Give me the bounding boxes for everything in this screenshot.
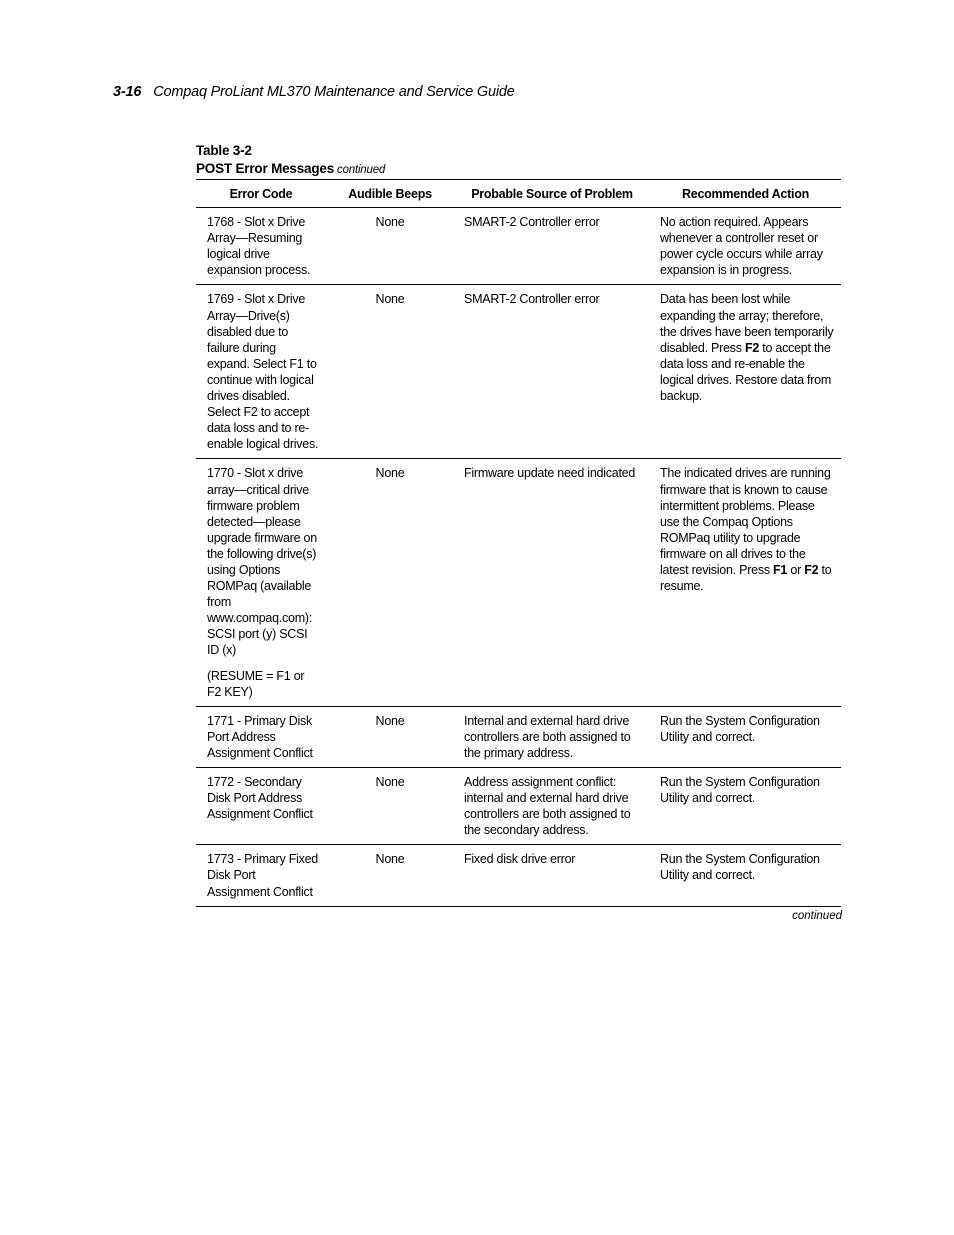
action-text: or xyxy=(787,562,805,577)
column-header-error-code: Error Code xyxy=(196,180,326,208)
column-header-recommended-action: Recommended Action xyxy=(650,180,841,208)
audible-beeps-cell: None xyxy=(326,706,454,767)
table-continued-note: continued xyxy=(337,164,386,176)
error-code-cell: 1771 - Primary Disk Port Address Assignment Conflict xyxy=(196,706,326,767)
table-row xyxy=(196,208,841,285)
action-text: to accept the data loss and re-enable the logical drives. Restore data from backup. xyxy=(660,340,831,404)
guide-title: Compaq ProLiant ML370 Maintenance and Service Guide xyxy=(153,84,515,100)
table-title: POST Error Messages xyxy=(196,161,335,176)
error-code-cell: 1772 - Secondary Disk Port Address Assignment Conflict xyxy=(196,768,326,845)
recommended-action-cell xyxy=(650,459,841,706)
continued-footer-note: continued xyxy=(792,910,842,922)
error-code-text: 1770 - Slot x drive array—critical drive firmware problem detected—please upgrade firmware on the following drive(s) using Options ROMPaq (available from www.compaq.com): SCSI port (y) SCSI ID (x) xyxy=(207,466,317,658)
action-text: The indicated drives are running firmware that is known to cause intermittent problems. Please use the Compaq Options ROMPaq utility to upgrade firmware on all drives to the latest revision. Press xyxy=(660,466,831,577)
table-row xyxy=(196,459,841,706)
error-code-extra: (RESUME = F1 or F2 KEY) xyxy=(207,668,305,699)
error-code-cell: 1768 - Slot x Drive Array—Resuming logical drive expansion process. xyxy=(196,208,326,285)
audible-beeps-cell: None xyxy=(326,208,454,285)
audible-beeps-cell: None xyxy=(326,845,454,906)
key-label: F2 xyxy=(744,340,760,355)
table-label: Table 3-2 xyxy=(196,143,252,158)
action-text: to resume. xyxy=(660,562,832,594)
column-header-audible-beeps: Audible Beeps xyxy=(326,180,454,208)
table-caption xyxy=(196,142,385,179)
error-code-cell: 1773 - Primary Fixed Disk Port Assignment Conflict xyxy=(196,845,326,906)
recommended-action-cell: Run the System Configuration Utility and correct. xyxy=(650,706,841,767)
table-header-row xyxy=(196,180,841,208)
recommended-action-cell: Run the System Configuration Utility and correct. xyxy=(650,845,841,906)
recommended-action-cell: Run the System Configuration Utility and correct. xyxy=(650,768,841,845)
audible-beeps-cell: None xyxy=(326,768,454,845)
key-label: F1 xyxy=(773,562,788,577)
audible-beeps-cell: None xyxy=(326,459,454,706)
probable-source-cell: Fixed disk drive error xyxy=(454,845,650,906)
probable-source-cell: Address assignment conflict: internal and external hard drive controllers are both assigned to the secondary address. xyxy=(454,768,650,845)
probable-source-cell: Internal and external hard drive controllers are both assigned to the primary address. xyxy=(454,706,650,767)
probable-source-cell: SMART-2 Controller error xyxy=(454,208,650,285)
recommended-action-cell: No action required. Appears whenever a controller reset or power cycle occurs while array expansion is in progress. xyxy=(650,208,841,285)
table-row xyxy=(196,285,841,459)
recommended-action-cell xyxy=(650,285,841,459)
table-row xyxy=(196,706,841,767)
error-code-cell xyxy=(196,459,326,706)
audible-beeps-cell: None xyxy=(326,285,454,459)
column-header-probable-source: Probable Source of Problem xyxy=(454,180,650,208)
table-row xyxy=(196,845,841,906)
action-text: Data has been lost while expanding the array; therefore, the drives have been temporarily disabled. Press xyxy=(660,292,834,355)
probable-source-cell: SMART-2 Controller error xyxy=(454,285,650,459)
post-error-messages-table xyxy=(196,179,841,907)
page-header xyxy=(113,84,515,100)
error-code-cell: 1769 - Slot x Drive Array—Drive(s) disabled due to failure during expand. Select F1 to continue with logical drives disabled. Select F2 to accept data loss and to re-enable logical drives. xyxy=(196,285,326,459)
key-label: F2 xyxy=(804,562,819,577)
page-number: 3-16 xyxy=(113,84,142,100)
probable-source-cell: Firmware update need indicated xyxy=(454,459,650,706)
table-row xyxy=(196,768,841,845)
